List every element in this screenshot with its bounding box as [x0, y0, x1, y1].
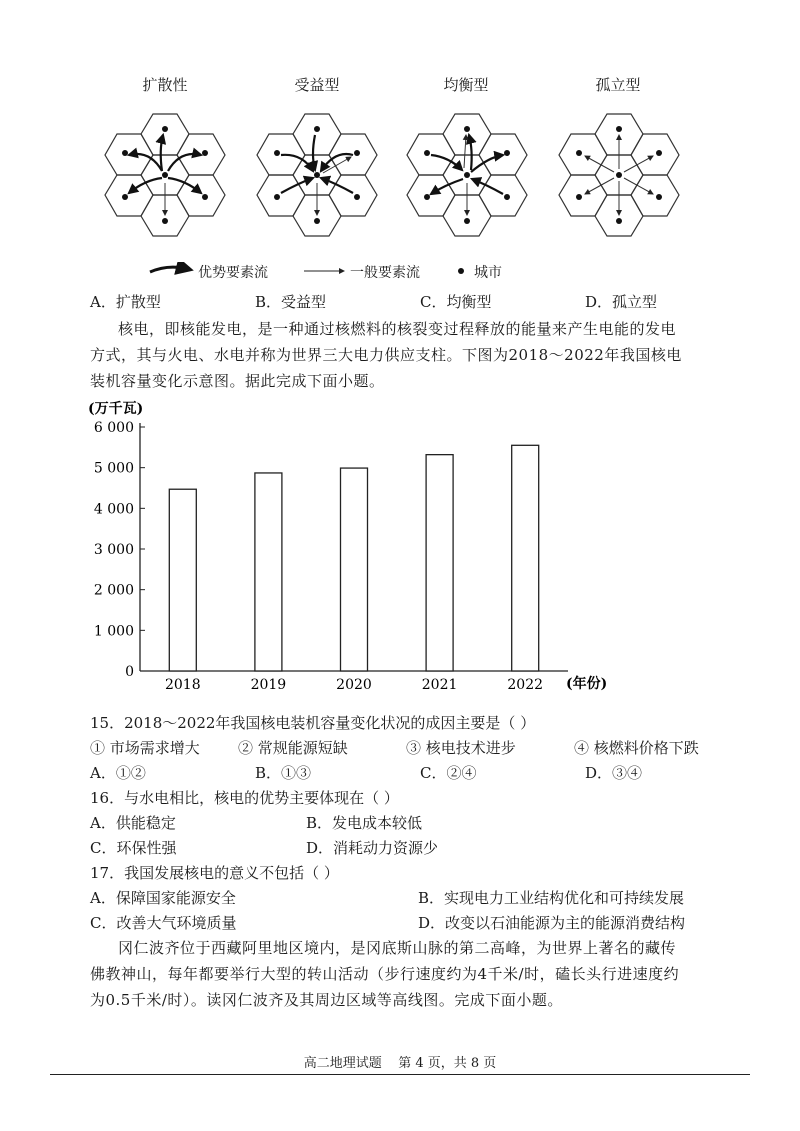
q17-option-d: D．改变以石油能源为主的能源消费结构: [418, 914, 686, 932]
footer-rule: [50, 1074, 750, 1075]
q17-option-b: B．实现电力工业结构优化和可持续发展: [418, 889, 685, 907]
chart-y-tick-label: 1 000: [93, 623, 134, 640]
chart-x-tick-label: 2020: [336, 677, 372, 693]
chart-y-tick-label: 6 000: [93, 420, 134, 436]
q14-option-d: D．孤立型: [585, 293, 658, 311]
q14-option-b: B．受益型: [255, 293, 327, 311]
page-footer: 高二地理试题 第 4 页，共 8 页: [303, 1056, 497, 1071]
kailash-intro-line-2: 佛教神山，每年都要举行大型的转山活动（步行速度约为4千米/时，磕长头行进速度约: [90, 965, 680, 983]
diagram-title-isolated: 孤立型: [595, 76, 641, 94]
hex-diagrams: [0, 95, 800, 260]
nuclear-intro-line-2: 方式，其与火电、水电并称为世界三大电力供应支柱。下图为2018～2022年我国核电: [90, 346, 682, 364]
q16-option-d: D．消耗动力资源少: [306, 839, 439, 857]
chart-bar-2019: [255, 473, 282, 671]
chart-x-tick-label: 2018: [164, 677, 201, 693]
chart-x-axis-label: (年份): [566, 676, 608, 692]
chart-bar-2022: [512, 445, 539, 671]
nuclear-capacity-chart: [0, 395, 800, 705]
chart-y-tick-label: 4 000: [93, 501, 134, 518]
q15-item-1: ① 市场需求增大: [90, 739, 200, 757]
kailash-intro-line-3: 为0.5千米/时）。读冈仁波齐及其周边区域等高线图。完成下面小题。: [90, 991, 563, 1009]
q15-item-2: ② 常规能源短缺: [238, 739, 348, 757]
q15-item-4: ④ 核燃料价格下跌: [574, 739, 699, 757]
q15-item-3: ③ 核电技术进步: [406, 739, 516, 757]
hex-diagram-balanced: [407, 114, 527, 236]
chart-bar-2020: [341, 468, 368, 671]
diagram-title-beneficiary: 受益型: [294, 76, 340, 94]
q16-option-c: C．环保性强: [90, 839, 177, 857]
chart-y-tick-label: 5 000: [93, 460, 134, 477]
chart-bar-2018: [169, 489, 196, 671]
legend-advantage-arrow-icon: [148, 262, 194, 278]
chart-y-tick-label: 2 000: [93, 582, 134, 599]
q15-option-d: D．③④: [585, 764, 643, 782]
chart-x-tick-label: 2021: [421, 677, 458, 693]
diagram-title-balanced: 均衡型: [443, 76, 489, 94]
chart-y-axis-label: (万千瓦): [88, 401, 144, 417]
q15-option-c: C．②④: [420, 764, 477, 782]
chart-bar-2021: [426, 455, 453, 671]
q17-stem: 17．我国发展核电的意义不包括（ ）: [90, 864, 339, 882]
nuclear-intro-line-3: 装机容量变化示意图。据此完成下面小题。: [90, 372, 385, 390]
legend-city: 城市: [474, 265, 502, 281]
nuclear-intro-line-1: 核电，即核能发电，是一种通过核燃料的核裂变过程释放的能量来产生电能的发电: [118, 320, 677, 338]
hex-diagram-diffusion: [105, 114, 225, 236]
chart-y-tick-label: 0: [125, 664, 134, 680]
legend-general-flow: 一般要素流: [350, 265, 420, 281]
chart-y-tick-label: 3 000: [93, 542, 134, 558]
q15-stem: 15．2018～2022年我国核电装机容量变化状况的成因主要是（ ）: [90, 714, 536, 732]
legend-general-arrow-icon: [302, 262, 348, 278]
q16-option-b: B．发电成本较低: [306, 814, 423, 832]
q14-option-a: A．扩散型: [90, 293, 161, 311]
hex-diagram-beneficiary: [257, 114, 377, 236]
kailash-intro-line-1: 冈仁波齐位于西藏阿里地区境内，是冈底斯山脉的第二高峰，为世界上著名的藏传: [118, 939, 677, 957]
hex-diagram-isolated: [559, 114, 679, 236]
q17-option-c: C．改善大气环境质量: [90, 914, 237, 932]
q16-stem: 16．与水电相比，核电的优势主要体现在（ ）: [90, 789, 399, 807]
legend-city-dot-icon: [458, 268, 464, 274]
q15-option-a: A．①②: [90, 764, 146, 782]
chart-x-tick-label: 2019: [250, 677, 287, 693]
legend-advantage-flow: 优势要素流: [198, 265, 268, 281]
chart-x-tick-label: 2022: [507, 677, 544, 693]
q14-option-c: C．均衡型: [420, 293, 492, 311]
q15-option-b: B．①③: [255, 764, 312, 782]
q17-option-a: A．保障国家能源安全: [90, 889, 236, 907]
diagram-title-diffusion: 扩散性: [142, 76, 188, 94]
q16-option-a: A．供能稳定: [90, 814, 176, 832]
